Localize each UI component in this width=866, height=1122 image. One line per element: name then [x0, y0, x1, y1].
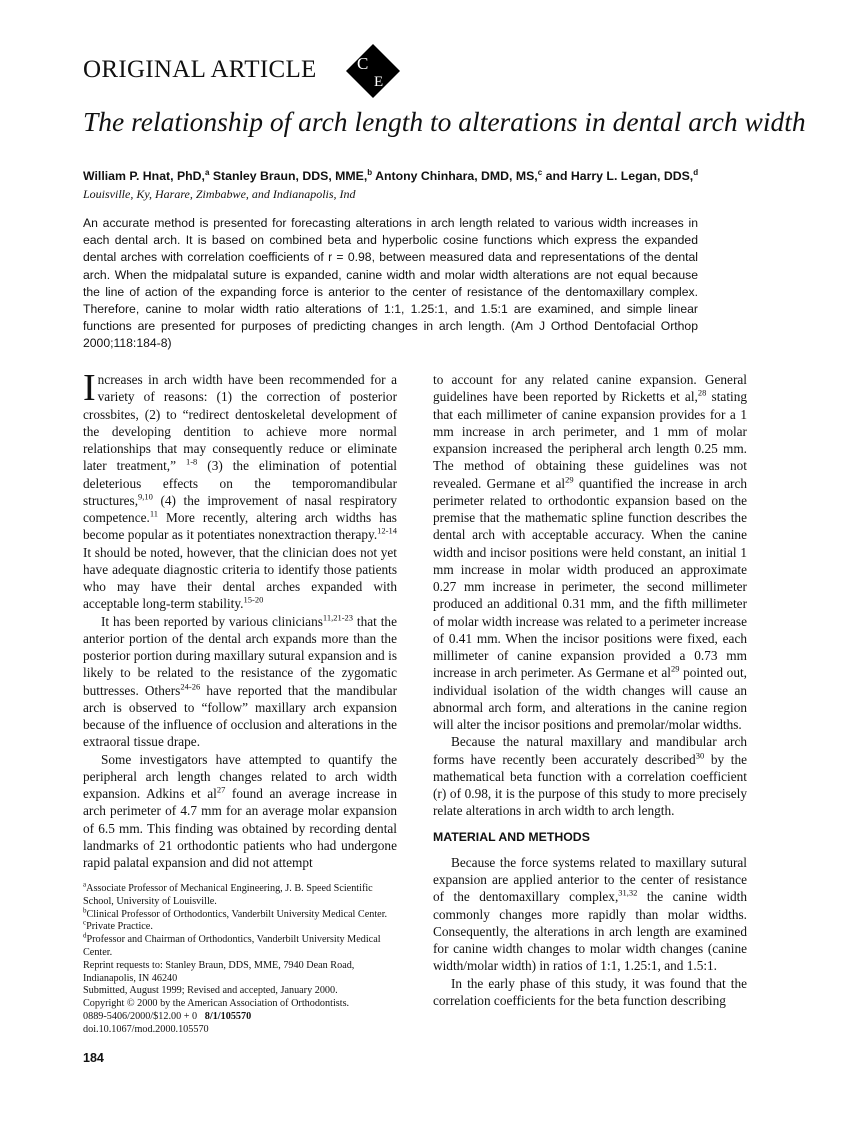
- article-type: ORIGINAL ARTICLE: [83, 56, 317, 83]
- body-paragraph: to account for any related canine expansion. General guidelines have been reported by Ricketts et al,$^{28}$ stating that each millimeter of canine expansion provides for a 1 mm increase in arch perimeter, and 1 mm of molar expansion increased the peripheral arch length 0.25 mm. The method of obtaining these guidelines was not revealed. Germane et $al^{29}$ quantified the increase in arch perimeter related to orthodontic expansion based on the premise that the mathematic spline function describes the dental arch with acceptable accuracy. When the canine width and incisor positions were held constant, an initial 1 mm increase in molar width produced an approximate 0.27 mm increase in perimeter, the second millimeter produced an additional 0.31 mm, and the fifth millimeter of molar width increase was related to a perimeter increase of 0.41 mm. When the incisor positions were fixed, each millimeter of canine expansion provided a 0.73 mm increase in arch perimeter. As Germane et $al^{29}$ pointed out, individual isolation of the width changes will cause an abnormal arch form, and alterations in the canine region will alter the incisor positions and premolar/molar widths.: [433, 372, 748, 732]
- section-heading: MATERIAL AND METHODS: [433, 829, 590, 844]
- footnote: Submitted, August 1999; Revised and accepted, January 2000.: [83, 985, 338, 997]
- footnote-mark: c: [83, 919, 87, 927]
- footnote: $^b$Clinical Professor of Orthodontics, Vanderbilt University Medical Center.: [83, 906, 388, 920]
- author-name: Antony Chinhara, DMD, MS,: [372, 169, 538, 184]
- author-affiliation-mark: c: [537, 168, 543, 177]
- author-affiliation-mark: a: [204, 168, 210, 177]
- footnote: Reprint requests to: Stanley Braun, DDS, MME, 7940 Dean Road, Indianapolis, IN 46240: [83, 959, 355, 984]
- citation-reference: 27: [216, 784, 226, 795]
- footnote: doi.10.1067/mod.2000.105570: [83, 1023, 209, 1035]
- footnote: 0889-5406/2000/$12.00 + 0 8/1/105570: [83, 1010, 252, 1022]
- footnote: $^c$Private Practice.: [83, 919, 153, 933]
- citation-reference: 11: [149, 508, 159, 519]
- citation-reference: 24-26: [180, 681, 201, 692]
- drop-cap: I: [83, 367, 96, 409]
- article-title: The relationship of arch length to alterations in dental arch width: [83, 106, 806, 137]
- citation-reference: 9,10: [138, 491, 153, 502]
- body-paragraph: Increases in arch width have been recommended for a variety of reasons: (1) the correction of posterior crossbites, (2) to “redirect dentoskeletal development of the developing dentition to achieve more normal relationships that may consequently reduce or eliminate later treatment,” $^{1-8}$ (3) the elimination of potential deleterious effects on the temporomandibular structures,$^{9,10}$ (4) the improvement of nasal respiratory competence.$^{11}$ More recently, altering arch widths has become popular as it potentiates nonextraction therapy.$^{12-14}$ It should be noted, however, that the clinician does not yet have adequate diagnostic criteria to identify those patients who may have their dental arches expanded with acceptable long-term stability.$^{15-20}$: [83, 367, 397, 612]
- author-name: Stanley Braun, DDS, MME,: [209, 169, 368, 184]
- author-locations: Louisville, Ky, Harare, Zimbabwe, and Indianapolis, Ind: [83, 187, 356, 201]
- body-paragraph: Some investigators have attempted to quantify the peripheral arch length changes related to arch width expansion. Adkins et $al^{27}$ found an average increase in arch perimeter of 4.7 mm for an average molar expansion of 6.5 mm. This finding was obtained by recording dental landmarks of 21 orthodontic patients who had undergone rapid palatal expansion and did not attempt: [83, 751, 398, 870]
- body-column-right: [433, 371, 747, 1009]
- svg-text:C: C: [357, 54, 369, 73]
- citation-reference: 1-8: [185, 456, 198, 467]
- body-column-left: [83, 367, 398, 871]
- author-list: [83, 168, 698, 183]
- citation-reference: 29: [670, 663, 680, 674]
- page-number: 184: [83, 1051, 104, 1065]
- footnote-code: 8/1/105570: [204, 1010, 252, 1022]
- citation-reference: 29: [565, 474, 574, 485]
- citation-reference: 15-20: [243, 594, 264, 605]
- svg-text:E: E: [374, 74, 384, 90]
- body-paragraph: It has been reported by various clinicians$^{11,21-23}$ that the anterior portion of the dental arch expands more than the posterior portion during maxillary sutural expansion and is likely to be related to the resistance of the zygomatic buttresses. Others$^{24-26}$ have reported that the mandibular arch is observed to “follow” maxillary arch expansion because of the influence of occlusion and alterations in the extraoral tissue drape.: [83, 612, 398, 750]
- author-name: William P. Hnat, PhD,: [83, 169, 205, 184]
- footnote-mark: d: [83, 931, 87, 940]
- citation-reference: 12-14: [377, 525, 397, 536]
- author-name: and Harry L. Legan, DDS,: [542, 169, 694, 184]
- citation-reference: 11,21-23: [322, 612, 354, 623]
- author-affiliation-mark: d: [693, 168, 699, 177]
- abstract: An accurate method is presented for forecasting alterations in arch length related to various width increases in each dental arch. It is based on combined beta and hyperbolic cosine functions which express the expanded dental arches with correlation coefficients of r = 0.98, between measured data and representations of the dental arch. When the midpalatal suture is expanded, canine width and molar width alterations are not equal because the line of action of the expanding force is anterior to the center of resistance of the dentomaxillary complex. Therefore, canine to molar width ratio alterations of 1:1, 1.25:1, and 1.5:1 are examined, and simple linear functions are presented for purposes of predicting changes in arch length. (Am J Orthod Dentofacial Orthop 2000;118:184-8): [83, 216, 698, 351]
- body-paragraph: Because the natural maxillary and mandibular arch forms have recently been accurately described$^{30}$ by the mathematical beta function with a correlation coefficient (r) of 0.98, it is the purpose of this study to more precisely relate alterations in arch width to arch length.: [433, 734, 747, 819]
- author-affiliation-mark: b: [367, 168, 373, 177]
- body-paragraph: In the early phase of this study, it was found that the correlation coefficients for the beta function describing: [433, 975, 747, 1008]
- continuing-education-badge-icon: [346, 44, 400, 98]
- footnote: $^a$Associate Professor of Mechanical Engineering, J. B. Speed Scientific School, University of Louisville.: [83, 880, 373, 907]
- citation-reference: 30: [695, 750, 705, 761]
- footnote-mark: a: [83, 880, 87, 889]
- citation-reference: 28: [697, 387, 707, 398]
- footnote-mark: b: [83, 906, 87, 915]
- citation-reference: 31,32: [618, 887, 638, 898]
- body-paragraph: Because the force systems related to maxillary sutural expansion are applied anterior to the center of resistance of the dentomaxillary complex,$^{31,32}$ the canine width commonly changes more rapidly than molar widths. Consequently, the alterations in arch length are examined for canine width changes to molar width changes (canine width/molar width) in ratios of 1:1, 1.25:1, and 1.5:1.: [433, 854, 748, 974]
- footnote: $^d$Professor and Chairman of Orthodontics, Vanderbilt University Medical Center.: [83, 931, 381, 958]
- footnotes: [83, 880, 403, 1037]
- footnote: Copyright © 2000 by the American Association of Orthodontists.: [83, 998, 350, 1010]
